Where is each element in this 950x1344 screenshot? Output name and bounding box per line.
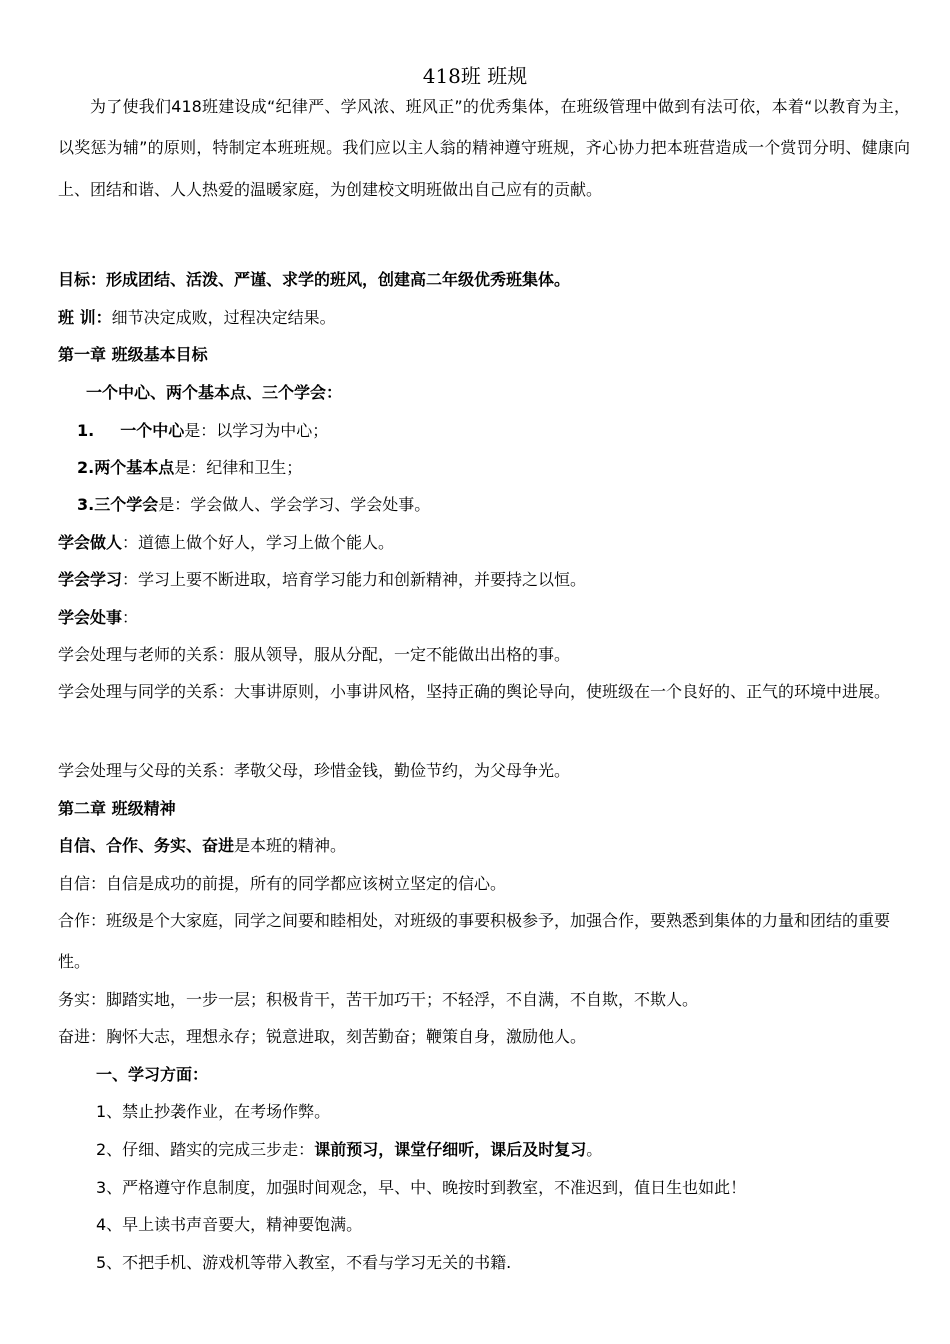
rule2-prefix: 2、仔细、踏实的完成三步走：: [96, 1140, 315, 1159]
spirit-bold: 自信、合作、务实、奋进: [58, 836, 235, 855]
learn-affairs-text: ：: [122, 608, 139, 627]
chapter1-item-1: [77, 419, 328, 443]
study-rule-3: 3、严格遵守作息制度，加强时间观念，早、中、晚按时到教室，不准迟到，值日生也如此！: [96, 1178, 747, 1197]
spirit-progress: 奋进：胸怀大志，理想永存；锐意进取，刻苦勤奋；鞭策自身，激励他人。: [58, 1027, 587, 1046]
item-text: 是：学会做人、学会学习、学会处事。: [158, 495, 431, 514]
rule2-suffix: 。: [586, 1140, 603, 1159]
study-rule-2: [96, 1138, 602, 1162]
motto-line: [58, 306, 336, 330]
intro-paragraph: 为了使我们418班建设成“纪律严、学风浓、班风正”的优秀集体，在班级管理中做到有法可依，本着“以教育为主，以奖惩为辅”的原则，特制定本班班规。我们应以主人翁的精神遵守班规，齐心协力把本班营造成一个赏罚分明、健康向上、团结和谐、人人热爱的温暖家庭，为创建校文明班做出自己应有的贡献。: [58, 97, 910, 199]
learn-person-label: 学会做人: [58, 533, 123, 552]
spirit-confidence: 自信：自信是成功的前提，所有的同学都应该树立坚定的信心。: [58, 874, 507, 893]
motto-text: 细节决定成败，过程决定结果。: [111, 308, 336, 327]
item-bold: 一个中心: [120, 421, 185, 440]
study-rule-1: 1、禁止抄袭作业，在考场作弊。: [96, 1102, 331, 1121]
item-number: 3.: [77, 495, 95, 514]
learn-affairs-line: [58, 606, 138, 630]
document-title: 418班 班规: [422, 64, 528, 88]
item-text: 是：纪律和卫生；: [174, 458, 303, 477]
learn-study-text: ：学习上要不断进取，培育学习能力和创新精神，并要持之以恒。: [122, 570, 587, 589]
chapter2-heading: 第二章 班级精神: [58, 799, 176, 818]
chapter1-subheading: 一个中心、两个基本点、三个学会：: [86, 383, 343, 402]
item-bold: 三个学会: [94, 495, 159, 514]
chapter1-item-2: [77, 456, 302, 480]
learn-person-line: [58, 531, 394, 555]
relation-teacher: 学会处理与老师的关系：服从领导，服从分配，一定不能做出出格的事。: [58, 645, 571, 664]
learn-study-label: 学会学习: [58, 570, 123, 589]
study-rule-5: 5、不把手机、游戏机等带入教室，不看与学习无关的书籍.: [96, 1253, 512, 1272]
item-bold: 两个基本点: [94, 458, 175, 477]
item-number: 2.: [77, 458, 95, 477]
spirit-line: [58, 834, 346, 858]
study-heading: 一、学习方面：: [96, 1065, 209, 1084]
chapter1-heading: 第一章 班级基本目标: [58, 345, 208, 364]
chapter1-item-3: [77, 493, 430, 517]
learn-person-text: ：道德上做个好人，学习上做个能人。: [122, 533, 395, 552]
study-rule-4: 4、早上读书声音要大，精神要饱满。: [96, 1215, 363, 1234]
spirit-text: 是本班的精神。: [234, 836, 347, 855]
spirit-pragmatic: 务实：脚踏实地，一步一层；积极肯干，苦干加巧干；不轻浮，不自满，不自欺，不欺人。: [58, 990, 699, 1009]
learn-affairs-label: 学会处事: [58, 608, 123, 627]
spirit-cooperation: 合作：班级是个大家庭，同学之间要和睦相处，对班级的事要积极参予，加强合作，要熟悉到集体的力量和团结的重要性。: [58, 911, 891, 971]
motto-label: 班 训：: [58, 308, 112, 327]
item-number: 1.: [77, 421, 95, 440]
relation-classmates: 学会处理与同学的关系：大事讲原则，小事讲风格，坚持正确的舆论导向，使班级在一个良好的、正气的环境中进展。: [58, 682, 891, 701]
goal-line: 目标：形成团结、活泼、严谨、求学的班风，创建高二年级优秀班集体。: [58, 270, 571, 289]
learn-study-line: [58, 568, 586, 592]
item-text: 是：以学习为中心；: [184, 421, 329, 440]
rule2-bold: 课前预习，课堂仔细听，课后及时复习: [314, 1140, 587, 1159]
relation-parents: 学会处理与父母的关系：孝敬父母，珍惜金钱，勤俭节约，为父母争光。: [58, 761, 571, 780]
